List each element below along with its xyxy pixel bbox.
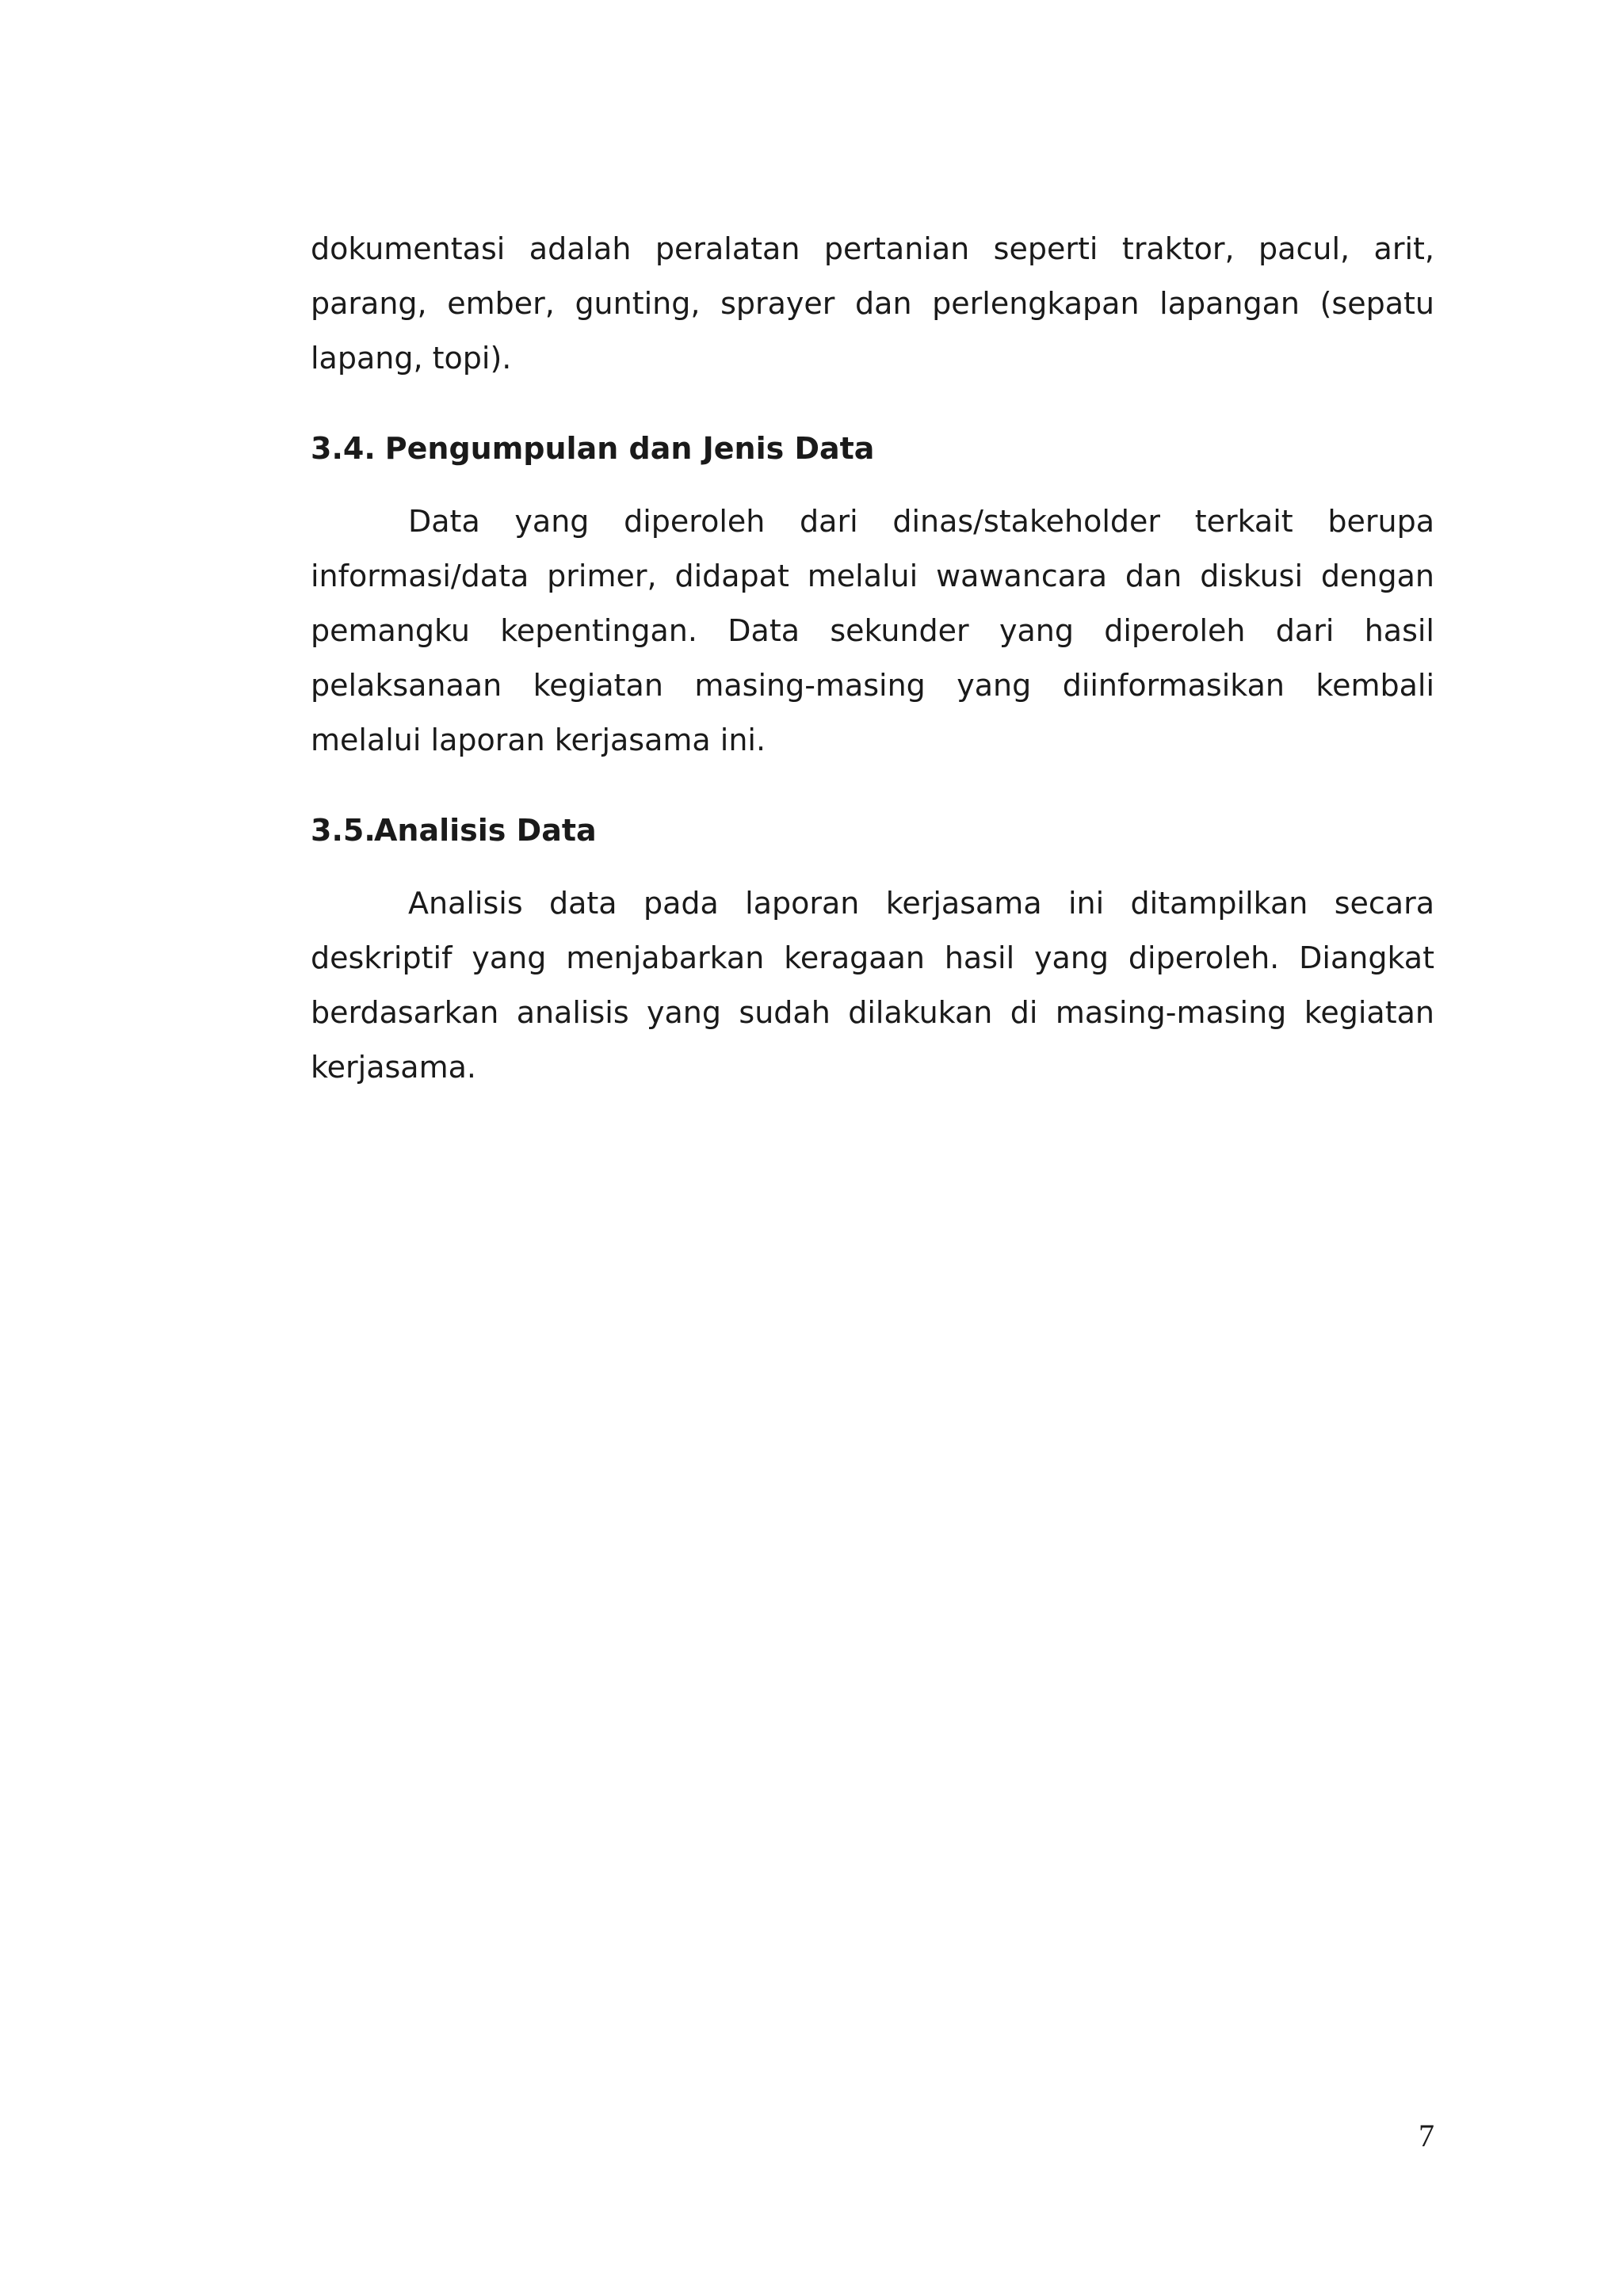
- section-3-4-paragraph: Data yang diperoleh dari dinas/stakeholder terkait berupa informasi/data primer, didapat melalui wawancara dan diskusi dengan pemangku kepentingan. Data sekunder yang diperoleh dari hasil pelaksanaan kegiatan masing-masing yang diinformasikan kembali melalui laporan kerjasama ini.: [311, 504, 1434, 757]
- section-heading-3-5: [311, 803, 1434, 858]
- section-heading-3-4: [311, 421, 1434, 476]
- section-number: 3.4.: [311, 431, 376, 466]
- page-body: [311, 222, 1434, 1095]
- section-title: Pengumpulan dan Jenis Data: [384, 431, 875, 466]
- section-3-5-paragraph: Analisis data pada laporan kerjasama ini ditampilkan secara deskriptif yang menjabarkan keragaan hasil yang diperoleh. Diangkat berdasarkan analisis yang sudah dilakukan di masing-masing kegiatan kerjasama.: [311, 886, 1434, 1085]
- section-title: Analisis Data: [374, 813, 597, 848]
- page-number: 7: [1419, 2118, 1434, 2153]
- intro-paragraph: dokumentasi adalah peralatan pertanian seperti traktor, pacul, arit, parang, ember, gunting, sprayer dan perlengkapan lapangan (sepatu lapang, topi).: [311, 231, 1434, 376]
- section-number: 3.5.: [311, 813, 376, 848]
